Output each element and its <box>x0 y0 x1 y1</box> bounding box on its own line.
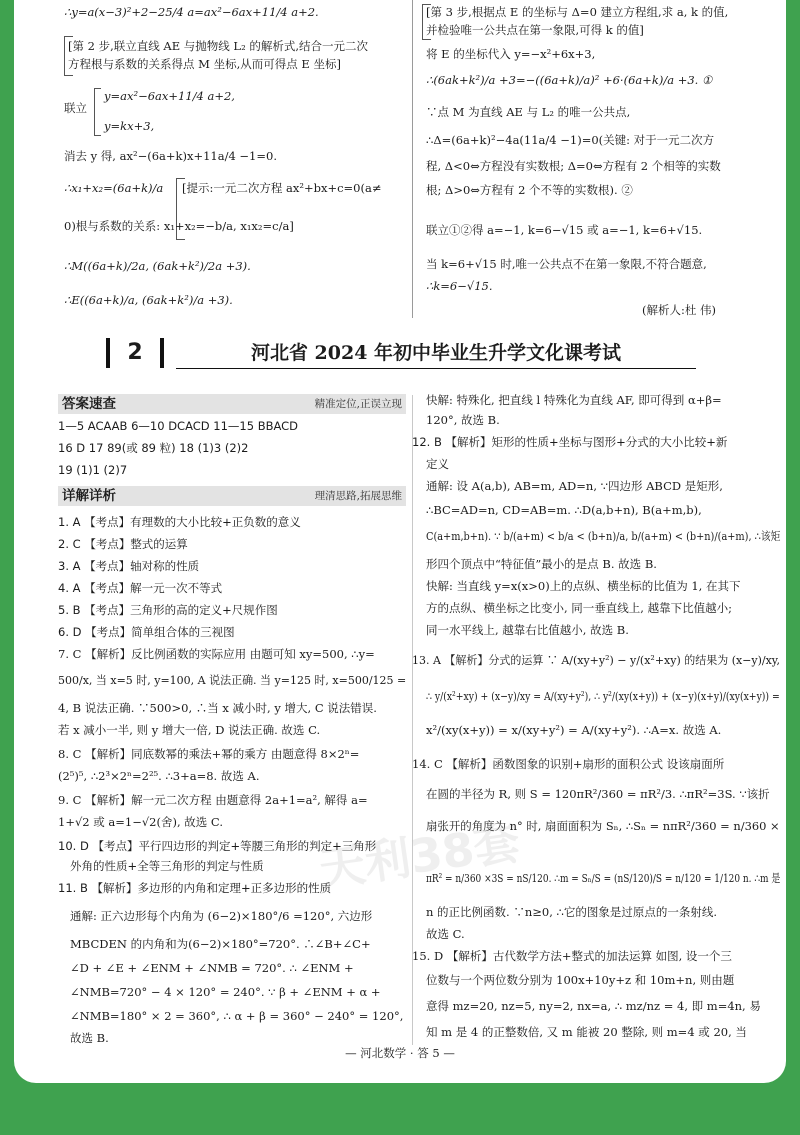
text-line: ∴E((6a+k)/a, (6ak+k²)/a +3). <box>64 293 233 307</box>
text-line: [提示:一元二次方程 ax²+bx+c=0(a≠ <box>182 181 382 195</box>
solution-line: 外角的性质+全等三角形的判定与性质 <box>70 859 264 873</box>
answers-header <box>58 394 406 414</box>
answer-row: 19 (1)1 (2)7 <box>58 463 128 477</box>
solution-line: 13. A 【解析】分式的运算 ∵ A/(xy+y²) − y/(x²+xy) 的结果为 (x−y)/xy, <box>412 653 781 667</box>
text-line: 程, Δ<0⇔方程没有实数根; Δ=0⇔方程有 2 个相等的实数 <box>426 159 721 173</box>
solution-line: x²/(xy(x+y)) = x/(xy+y²) = A/(xy+y²). ∴A=x. 故选 A. <box>426 723 722 737</box>
solution-line: 14. C 【解析】函数图象的识别+扇形的面积公式 设该扇面所 <box>412 757 725 771</box>
solution-line: 故选 B. <box>70 1031 109 1045</box>
system-brace <box>94 88 101 136</box>
details-label: 详解详析 <box>62 488 116 504</box>
solution-line: 定义 <box>426 457 449 471</box>
text-line: [第 2 步,联立直线 AE 与抛物线 L₂ 的解析式,结合一元二次 <box>68 39 368 53</box>
solution-line: 12. B 【解析】矩形的性质+坐标与图形+分式的大小比较+新 <box>412 435 728 449</box>
solution-line: 3. A 【考点】轴对称的性质 <box>58 559 200 573</box>
solution-line: MBCDEN 的内角和为(6−2)×180°=720°. ∴∠B+∠C+ <box>70 937 371 951</box>
solution-line: 方的点纵、横坐标之比变小, 同一垂直线上, 越靠下比值越小; <box>426 601 732 615</box>
solution-line: 5. B 【考点】三角形的高的定义+尺规作图 <box>58 603 278 617</box>
text-line: ∴x₁+x₂=(6a+k)/a <box>64 181 164 195</box>
solution-line: 2. C 【考点】整式的运算 <box>58 537 188 551</box>
solution-line: 4, B 说法正确. ∵500>0, ∴当 x 减小时, y 增大, C 说法错误. <box>58 701 377 715</box>
solution-line: 位数与一个两位数分别为 100x+10y+z 和 10m+n, 则由题 <box>426 973 735 987</box>
solution-line: 若 x 减小一半, 则 y 增大一倍, D 说法正确. 故选 C. <box>58 723 321 737</box>
text-line: 联立 <box>64 101 87 115</box>
text-line: 并检验唯一公共点在第一象限,可得 k 的值] <box>426 23 644 37</box>
section-title-bar <box>106 338 716 370</box>
text-line: y=ax²−6ax+11/4 a+2, <box>104 89 235 103</box>
solution-line: 4. A 【考点】解一元一次不等式 <box>58 581 223 595</box>
text-line: 当 k=6+√15 时,唯一公共点不在第一象限,不符合题意, <box>426 257 707 271</box>
text-line: y=kx+3, <box>104 119 155 133</box>
solution-line: ∴ y/(x²+xy) + (x−y)/xy = A/(xy+y²), ∴ y²/(xy(x+y)) + (x−y)(x+y)/(xy(x+y)) = <box>426 689 780 703</box>
solution-line: 形四个顶点中“特征值”最小的是点 B. 故选 B. <box>426 557 657 571</box>
text-line: 联立①②得 a=−1, k=6−√15 或 a=−1, k=6+√15. <box>426 223 703 237</box>
answers-slogan: 精准定位,正误立现 <box>314 398 402 410</box>
text-line: ∴M((6a+k)/2a, (6ak+k²)/2a +3). <box>64 259 251 273</box>
solution-line: 7. C 【解析】反比例函数的实际应用 由题可知 xy=500, ∴y= <box>58 647 375 661</box>
solution-line: 知 m 是 4 的正整数倍, 又 m 能被 20 整除, 则 m=4 或 20, 当 <box>426 1025 747 1039</box>
text-line: 将 E 的坐标代入 y=−x²+6x+3, <box>426 47 596 61</box>
author-credit: (解析人:杜 伟) <box>642 303 717 317</box>
solution-line: 在圆的半径为 R, 则 S = 120πR²/360 = πR²/3. ∴πR²=3S. ∵该折 <box>426 787 770 801</box>
text-line: ∴k=6−√15. <box>426 279 493 293</box>
answer-row: 1—5 ACAAB 6—10 DCACD 11—15 BBACD <box>58 419 299 433</box>
solution-line: 通解: 设 A(a,b), AB=m, AD=n, ∵四边形 ABCD 是矩形, <box>426 479 723 493</box>
column-divider <box>412 0 413 318</box>
solution-line: 快解: 特殊化, 把直线 l 特殊化为直线 AF, 即可得到 α+β= <box>426 393 722 407</box>
solution-line: ∠NMB=720° − 4 × 120° = 240°. ∵ β + ∠ENM + α + <box>70 985 381 999</box>
solution-line: n 的正比例函数. ∵n≥0, ∴它的图象是过原点的一条射线. <box>426 905 718 919</box>
watermark: 天利38套 <box>315 815 524 897</box>
solution-line: ∠NMB=180° × 2 = 360°, ∴ α + β = 360° − 240° = 120°, <box>70 1009 404 1023</box>
text-line: ∴(6ak+k²)/a +3=−((6a+k)/a)² +6·(6a+k)/a +3. ① <box>426 73 713 87</box>
details-header <box>58 486 406 506</box>
solution-line: 意得 mz=20, nz=5, ny=2, nx=a, ∴ mz/nz = 4, 即 m=4n, 易 <box>426 999 761 1013</box>
solution-line: 6. D 【考点】简单组合体的三视图 <box>58 625 235 639</box>
solution-line: ∠D + ∠E + ∠ENM + ∠NMB = 720°. ∴ ∠ENM + <box>70 961 354 975</box>
text-line: [第 3 步,根据点 E 的坐标与 Δ=0 建立方程组,求 a, k 的值, <box>426 5 729 19</box>
text-line: ∵点 M 为直线 AE 与 L₂ 的唯一公共点, <box>426 105 631 119</box>
solution-line: 1. A 【考点】有理数的大小比较+正负数的意义 <box>58 515 301 529</box>
solution-line: 故选 C. <box>426 927 465 941</box>
solution-line: 500/x, 当 x=5 时, y=100, A 说法正确. 当 y=125 时, x=500/125 = <box>58 673 407 687</box>
solution-line: (2⁵)⁵, ∴2³×2ⁿ=2²⁵. ∴3+a=8. 故选 A. <box>58 769 260 783</box>
solution-line: 同一水平线上, 越靠右比值越小, 故选 B. <box>426 623 629 637</box>
text-line: 根; Δ>0⇔方程有 2 个不等的实数根). ② <box>426 183 633 197</box>
solution-line: 120°, 故选 B. <box>426 413 500 427</box>
solution-line: 10. D 【考点】平行四边形的判定+等腰三角形的判定+三角形 <box>58 839 377 853</box>
details-slogan: 理清思路,拓展思维 <box>314 490 402 502</box>
text-line: 消去 y 得, ax²−(6a+k)x+11a/4 −1=0. <box>64 149 277 163</box>
answers-label: 答案速查 <box>62 396 116 412</box>
solution-line: 1+√2 或 a=1−√2(舍), 故选 C. <box>58 815 223 829</box>
solution-line: πR² = n/360 ×3S = nS/120. ∴m = Sₙ/S = (nS/120)/S = n/120 = 1/120 n. ∴m 是 <box>426 871 781 885</box>
answer-page <box>14 0 786 1083</box>
solution-line: ∴BC=AD=n, CD=AB=m. ∴D(a,b+n), B(a+m,b), <box>426 503 702 517</box>
text-line: ∴y=a(x−3)²+2−25/4 a=ax²−6ax+11/4 a+2. <box>64 5 319 19</box>
solution-line: 8. C 【解析】同底数幂的乘法+幂的乘方 由题意得 8×2ⁿ= <box>58 747 360 761</box>
text-line: ∴Δ=(6a+k)²−4a(11a/4 −1)=0(关键: 对于一元二次方 <box>426 133 715 147</box>
text-line: 方程根与系数的关系得点 M 坐标,从而可得点 E 坐标] <box>68 57 341 71</box>
solution-line: 通解: 正六边形每个内角为 (6−2)×180°/6 =120°, 六边形 <box>70 909 373 923</box>
solution-line: 11. B 【解析】多边形的内角和定理+正多边形的性质 <box>58 881 332 895</box>
solution-line: 15. D 【解析】古代数学方法+整式的加法运算 如图, 设一个三 <box>412 949 732 963</box>
section-number: 2 <box>106 338 164 368</box>
solution-line: C(a+m,b+n). ∵ b/(a+m) < b/a < (b+n)/a, b/(a+m) < (b+n)/(a+m), ∴该矩 <box>426 529 781 543</box>
section-title: 河北省 2024 年初中毕业生升学文化课考试 <box>176 338 696 369</box>
text-line: 0)根与系数的关系: x₁+x₂=−b/a, x₁x₂=c/a] <box>64 219 294 233</box>
solution-line: 9. C 【解析】解一元二次方程 由题意得 2a+1=a², 解得 a= <box>58 793 368 807</box>
solution-line: 扇张开的角度为 n° 时, 扇面面积为 Sₙ, ∴Sₙ = nπR²/360 = n/360 × <box>426 819 780 833</box>
answer-row: 16 D 17 89(或 89 粒) 18 (1)3 (2)2 <box>58 441 249 455</box>
solution-line: 快解: 当直线 y=x(x>0)上的点纵、横坐标的比值为 1, 在其下 <box>426 579 741 593</box>
page-footer: — 河北数学 · 答 5 — <box>345 1046 455 1060</box>
